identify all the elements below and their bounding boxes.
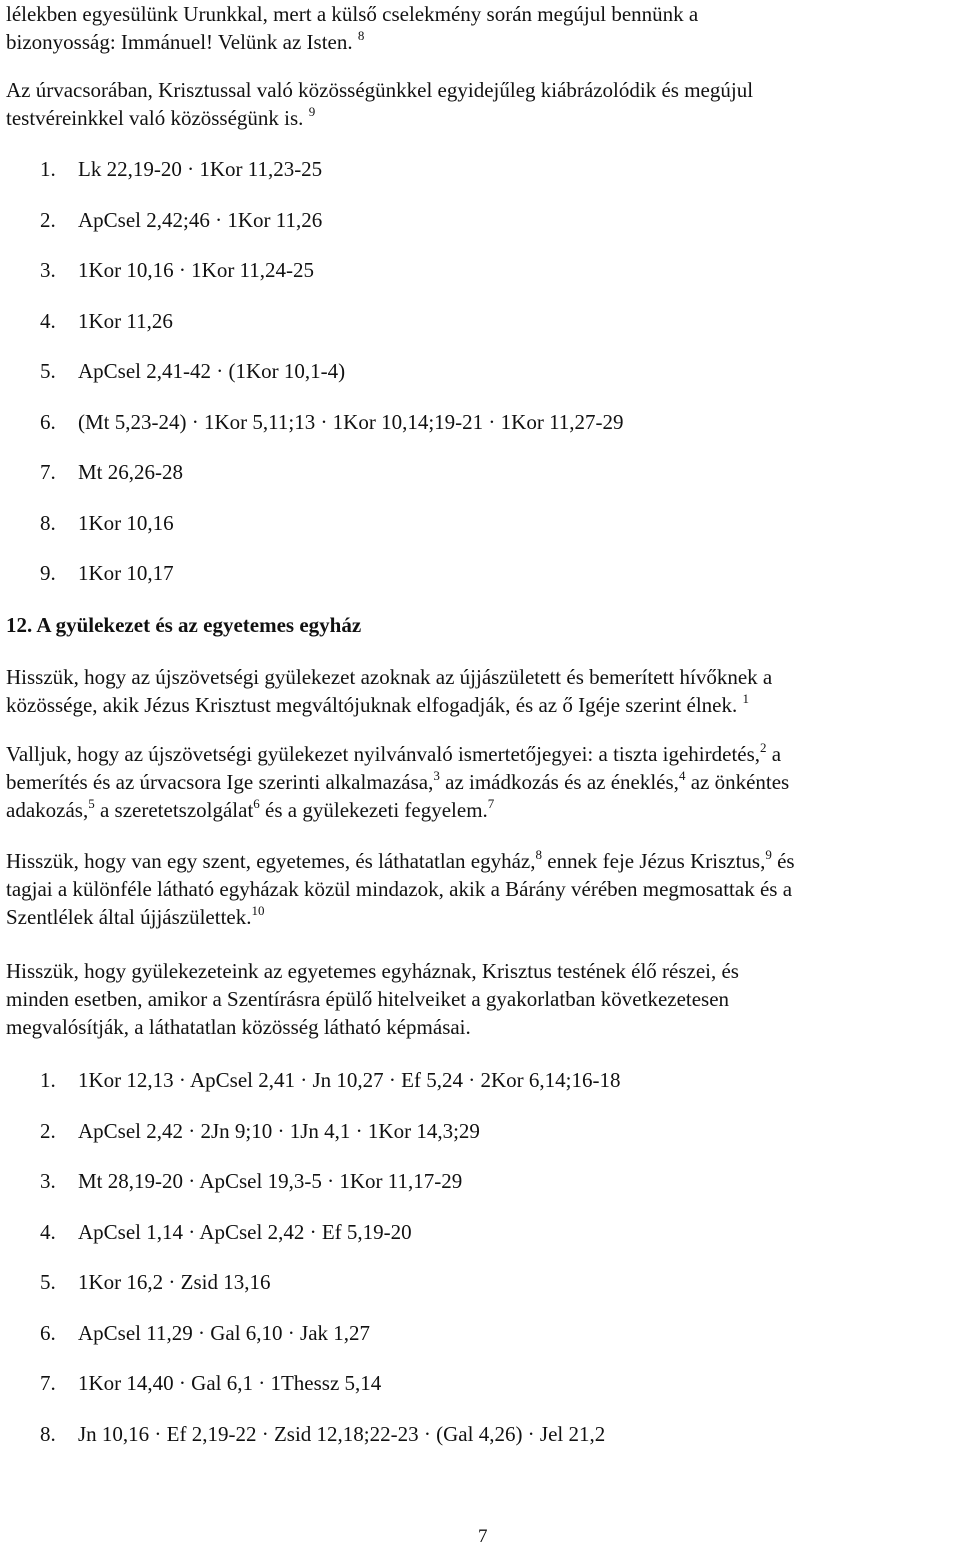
text-line: Hisszük, hogy gyülekezeteink az egyetemes egyháznak, Krisztus testének élő részei, és — [6, 959, 739, 983]
section-heading: 12. A gyülekezet és az egyetemes egyház — [6, 613, 362, 637]
footnote-marker: 9 — [308, 104, 316, 119]
list-item — [40, 357, 624, 408]
item-text: ApCsel 2,42 · 2Jn 9;10 · 1Jn 4,1 · 1Kor 14,3;29 — [78, 1118, 480, 1143]
item-text: Lk 22,19-20 · 1Kor 11,23-25 — [78, 157, 323, 181]
item-number: 9. — [40, 561, 56, 585]
item-text: ApCsel 1,14 · ApCsel 2,42 · Ef 5,19-20 — [78, 1219, 412, 1244]
item-number: 8. — [40, 510, 56, 535]
item-text: 1Kor 10,17 — [78, 561, 174, 585]
list-item — [40, 307, 624, 358]
text-line: Hisszük, hogy az újszövetségi gyülekezet azoknak az újjászületett és bemerített hívőknek a — [6, 665, 773, 689]
item-number: 4. — [40, 308, 56, 333]
item-number: 7. — [40, 1371, 56, 1395]
footnote-marker: 3 — [433, 768, 440, 783]
item-number: 4. — [40, 1219, 56, 1244]
text-line: Szentlélek által újjászülettek. — [6, 905, 252, 929]
list-item — [40, 1218, 620, 1269]
item-text: Mt 26,26-28 — [78, 460, 183, 484]
text-line: Az úrvacsorában, Krisztussal való közösségünkkel egyidejűleg kiábrázolódik és megújul — [6, 78, 754, 102]
list-item — [40, 256, 624, 307]
item-text: (Mt 5,23-24) · 1Kor 5,11;13 · 1Kor 10,14;19-21 · 1Kor 11,27-29 — [78, 409, 624, 434]
item-text: Jn 10,16 · Ef 2,19-22 · Zsid 12,18;22-23 · (Gal 4,26) · Jel 21,2 — [78, 1421, 606, 1446]
footnote-marker: 1 — [742, 691, 750, 706]
text-line: bizonyosság: Immánuel! Velünk az Isten. — [6, 30, 353, 54]
body-paragraph-3 — [6, 847, 954, 931]
item-number: 6. — [40, 1320, 56, 1345]
footnote-marker: 8 — [535, 847, 542, 862]
list-item — [40, 1369, 620, 1420]
list-item — [40, 509, 624, 560]
item-text: Mt 28,19-20 · ApCsel 19,3-5 · 1Kor 11,17-29 — [78, 1169, 463, 1193]
list-item — [40, 1268, 620, 1319]
text-fragment: a szeretetszolgálat — [94, 798, 254, 822]
body-paragraph-2 — [6, 740, 954, 824]
text-line: tagjai a különféle látható egyházak közül mindazok, akik a Bárány vérében megmosattak és a — [6, 877, 793, 901]
item-number: 8. — [40, 1421, 56, 1446]
body-paragraph-1 — [6, 663, 954, 719]
text-line: testvéreinkkel való közösségünk is. — [6, 106, 304, 130]
item-number: 1. — [40, 1068, 56, 1092]
page-number: 7 — [478, 1526, 488, 1547]
text-fragment: Hisszük, hogy van egy szent, egyetemes, és láthatatlan egyház, — [6, 849, 536, 873]
text-fragment: adakozás, — [6, 798, 89, 822]
item-number: 3. — [40, 258, 56, 282]
item-text: 1Kor 12,13 · ApCsel 2,41 · Jn 10,27 · Ef 5,24 · 2Kor 6,14;16-18 — [78, 1068, 621, 1092]
footnote-marker: 2 — [760, 740, 767, 755]
item-number: 2. — [40, 1118, 56, 1143]
footnote-marker: 5 — [88, 796, 95, 811]
footnote-marker: 9 — [765, 847, 772, 862]
item-text: 1Kor 11,26 — [78, 308, 173, 333]
item-number: 5. — [40, 359, 56, 383]
list-item — [40, 1117, 620, 1168]
item-text: ApCsel 11,29 · Gal 6,10 · Jak 1,27 — [78, 1320, 371, 1345]
list-item — [40, 458, 624, 509]
body-paragraph-4 — [6, 957, 954, 1041]
text-fragment: bemerítés és az úrvacsora Ige szerinti alkalmazása, — [6, 770, 434, 794]
list-item — [40, 1319, 620, 1370]
text-line: lélekben egyesülünk Urunkkal, mert a külső cselekmény során megújul bennünk a — [6, 2, 699, 26]
text-fragment: az imádkozás és az éneklés, — [439, 770, 679, 794]
footnote-marker: 4 — [678, 768, 686, 783]
text-fragment: a — [766, 742, 782, 766]
reference-list-1 — [40, 155, 624, 610]
item-text: 1Kor 10,16 — [78, 510, 174, 535]
item-text: 1Kor 14,40 · Gal 6,1 · 1Thessz 5,14 — [78, 1371, 382, 1395]
text-fragment: Valljuk, hogy az újszövetségi gyülekezet nyilvánvaló ismertetőjegyei: a tiszta igehirdetés, — [6, 742, 761, 766]
footnote-marker: 8 — [357, 28, 365, 43]
text-line: minden esetben, amikor a Szentírásra épülő hitelveiket a gyakorlatban következetesen — [6, 987, 730, 1011]
list-item — [40, 1066, 620, 1117]
intro-paragraph-2 — [6, 76, 946, 132]
item-number: 5. — [40, 1270, 56, 1294]
text-fragment: és — [771, 849, 795, 873]
intro-paragraph-1 — [6, 0, 946, 56]
text-fragment: az önkéntes — [685, 770, 790, 794]
item-number: 6. — [40, 409, 56, 434]
footnote-marker: 10 — [251, 903, 265, 918]
list-item — [40, 1167, 620, 1218]
footnote-marker: 6 — [253, 796, 260, 811]
item-text: ApCsel 2,42;46 · 1Kor 11,26 — [78, 207, 323, 232]
item-number: 2. — [40, 207, 56, 232]
item-text: 1Kor 10,16 · 1Kor 11,24-25 — [78, 258, 315, 282]
list-item — [40, 559, 624, 610]
text-fragment: ennek feje Jézus Krisztus, — [542, 849, 766, 873]
text-fragment: és a gyülekezeti fegyelem. — [259, 798, 488, 822]
text-line: megvalósítják, a láthatatlan közösség látható képmásai. — [6, 1015, 471, 1039]
item-text: ApCsel 2,41-42 · (1Kor 10,1-4) — [78, 359, 346, 383]
list-item — [40, 1420, 620, 1471]
item-number: 1. — [40, 157, 56, 181]
list-item — [40, 155, 624, 206]
item-text: 1Kor 16,2 · Zsid 13,16 — [78, 1270, 271, 1294]
list-item — [40, 408, 624, 459]
reference-list-2 — [40, 1066, 620, 1470]
text-line: közössége, akik Jézus Krisztust megváltójuknak elfogadják, és az ő Igéje szerint élnek. — [6, 693, 738, 717]
item-number: 7. — [40, 460, 56, 484]
list-item — [40, 206, 624, 257]
footnote-marker: 7 — [487, 796, 495, 811]
item-number: 3. — [40, 1169, 56, 1193]
